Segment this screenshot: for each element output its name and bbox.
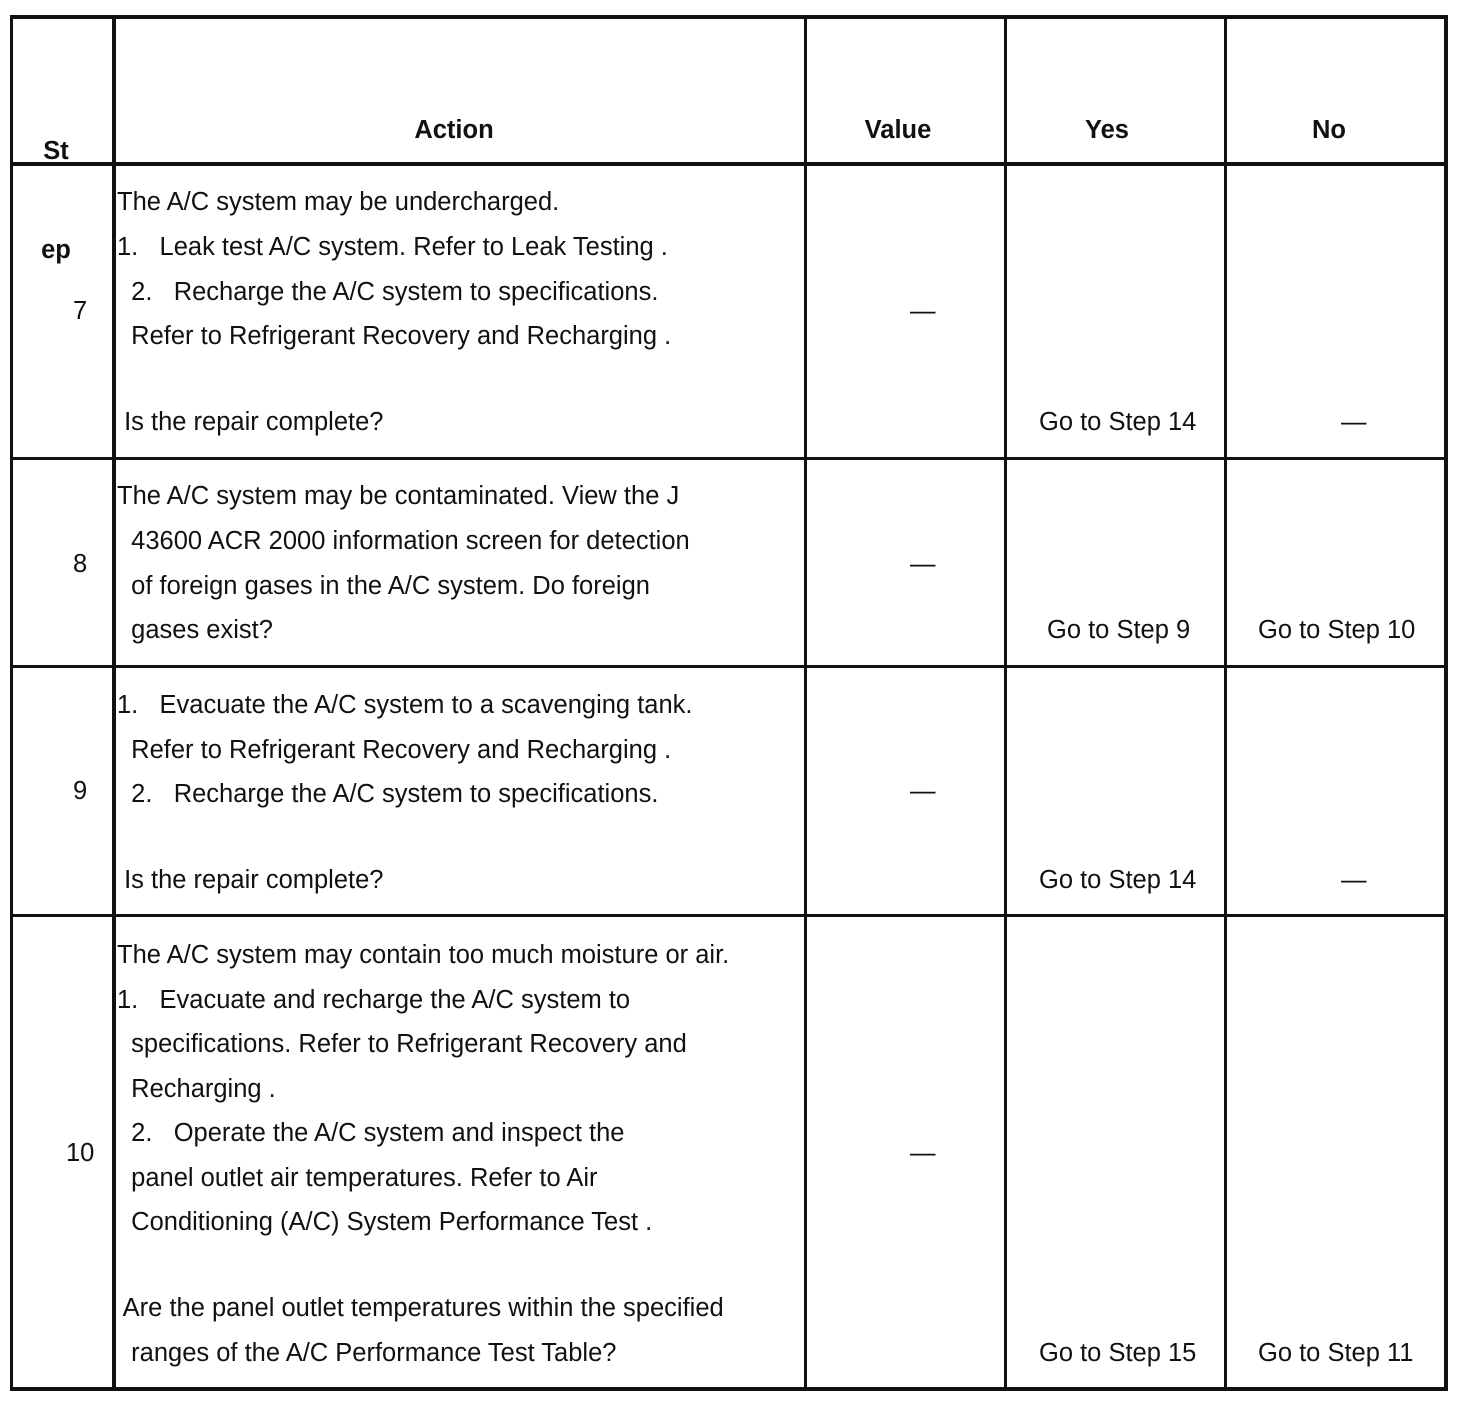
header-step-line2: ep xyxy=(41,236,71,264)
action-line: 2. Recharge the A/C system to specifications. xyxy=(117,278,659,306)
action-line: Refer to Refrigerant Recovery and Recharging . xyxy=(117,736,672,764)
value-cell: — xyxy=(910,777,936,805)
header-divider xyxy=(10,162,1448,166)
action-line: 43600 ACR 2000 information screen for detection xyxy=(117,527,690,555)
header-action: Action xyxy=(414,116,494,144)
action-line: 1. Evacuate the A/C system to a scavenging tank. xyxy=(117,691,693,719)
step-number: 8 xyxy=(73,550,88,578)
table-border-right xyxy=(1444,16,1448,1391)
step-number: 10 xyxy=(66,1139,95,1167)
header-step-line1: St xyxy=(43,137,69,165)
action-line: specifications. Refer to Refrigerant Recovery and xyxy=(117,1030,687,1058)
action-line: 2. Operate the A/C system and inspect the xyxy=(117,1119,625,1147)
no-cell: Go to Step 10 xyxy=(1258,616,1416,644)
action-line: 1. Evacuate and recharge the A/C system to xyxy=(117,986,631,1014)
column-divider xyxy=(804,16,807,1391)
action-line: Is the repair complete? xyxy=(117,408,384,436)
action-line: Is the repair complete? xyxy=(117,866,384,894)
step-number: 7 xyxy=(73,297,88,325)
yes-cell: Go to Step 15 xyxy=(1039,1339,1197,1367)
action-line: 2. Recharge the A/C system to specifications. xyxy=(117,780,659,808)
action-line: 1. Leak test A/C system. Refer to Leak Testing . xyxy=(117,233,668,261)
row-divider xyxy=(10,665,1448,668)
row-divider xyxy=(10,914,1448,917)
action-line: of foreign gases in the A/C system. Do foreign xyxy=(117,572,650,600)
header-yes: Yes xyxy=(1085,116,1129,144)
yes-cell: Go to Step 14 xyxy=(1039,866,1197,894)
table-border-bottom xyxy=(10,1387,1448,1391)
action-line: gases exist? xyxy=(117,616,273,644)
action-line: panel outlet air temperatures. Refer to Air xyxy=(117,1164,598,1192)
table-border-top xyxy=(10,15,1448,19)
action-line: Recharging . xyxy=(117,1075,276,1103)
value-cell: — xyxy=(910,297,936,325)
action-line: The A/C system may contain too much moisture or air. xyxy=(117,941,730,969)
value-cell: — xyxy=(910,1139,936,1167)
column-divider xyxy=(1004,16,1007,1391)
action-line: Conditioning (A/C) System Performance Test . xyxy=(117,1208,653,1236)
table-border-left xyxy=(10,16,13,1391)
no-cell: — xyxy=(1341,408,1367,436)
header-step xyxy=(16,76,96,325)
step-number: 9 xyxy=(73,777,88,805)
yes-cell: Go to Step 9 xyxy=(1047,616,1191,644)
no-cell: — xyxy=(1341,866,1367,894)
column-divider xyxy=(1224,16,1227,1391)
action-line: The A/C system may be contaminated. View the J xyxy=(117,482,680,510)
action-line: Refer to Refrigerant Recovery and Recharging . xyxy=(117,322,672,350)
no-cell: Go to Step 11 xyxy=(1258,1339,1414,1367)
action-line: Are the panel outlet temperatures within the specified xyxy=(117,1294,724,1322)
header-no: No xyxy=(1312,116,1346,144)
row-divider xyxy=(10,457,1448,460)
value-cell: — xyxy=(910,550,936,578)
column-divider xyxy=(112,16,116,1391)
action-line: The A/C system may be undercharged. xyxy=(117,188,560,216)
header-value: Value xyxy=(864,116,932,144)
action-line: ranges of the A/C Performance Test Table? xyxy=(117,1339,617,1367)
yes-cell: Go to Step 14 xyxy=(1039,408,1197,436)
